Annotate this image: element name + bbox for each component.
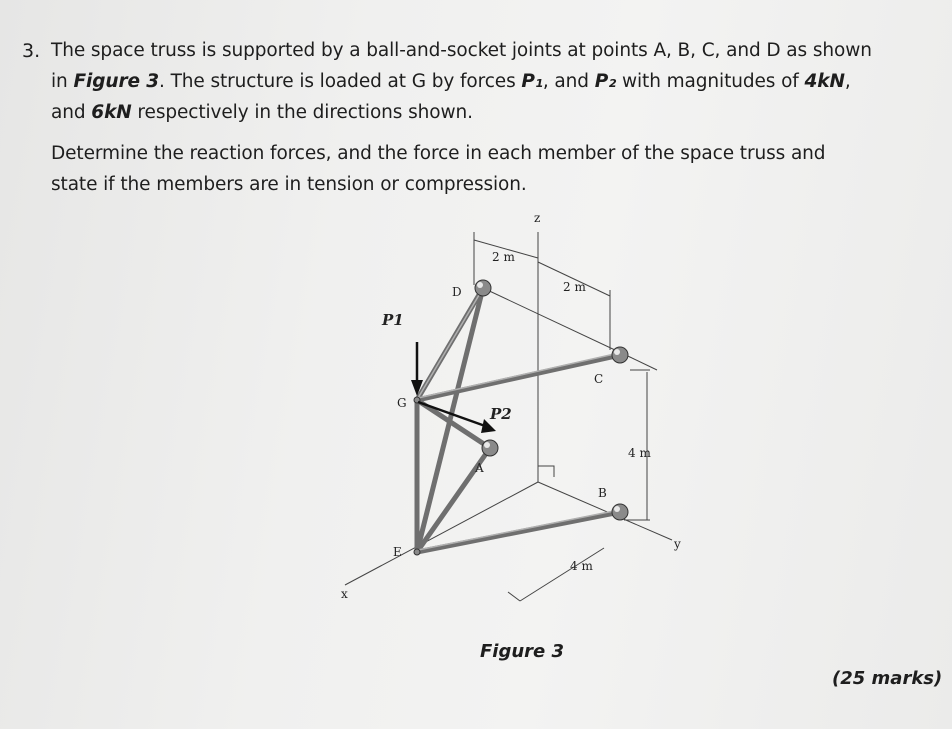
support-c <box>612 347 628 363</box>
question-text: , <box>844 71 851 92</box>
point-d-label: D <box>452 285 462 299</box>
support-shine <box>477 282 483 288</box>
question-text: state if the members are in tension or compression. <box>51 174 527 195</box>
question-text: with magnitudes of <box>616 71 805 92</box>
question-text: . The structure is loaded at G by forces <box>159 71 522 92</box>
joint-e <box>414 549 420 555</box>
question-text: , and <box>542 71 595 92</box>
figure-reference: Figure 3 <box>73 71 160 92</box>
dimension-label-height: 4 m <box>628 446 651 460</box>
figure-caption: Figure 3 <box>480 641 565 662</box>
question-text: in <box>51 71 74 92</box>
support-shine <box>614 349 620 355</box>
force-p2-label: P₂ <box>594 71 617 92</box>
magnitude-p1: 4kN <box>804 71 845 92</box>
dimension-line-bottom <box>520 548 604 601</box>
right-angle-mark <box>538 466 554 477</box>
member-gc <box>417 355 620 400</box>
y-axis-label: y <box>674 537 681 551</box>
support-shine <box>484 442 490 448</box>
point-a-label: A <box>475 461 484 475</box>
x-axis-label: x <box>341 587 348 601</box>
support-d <box>475 280 491 296</box>
force-p1-label: P₁ <box>521 71 543 92</box>
dimension-label-bottom: 4 m <box>570 559 593 573</box>
member-highlight <box>418 290 482 398</box>
support-a <box>482 440 498 456</box>
question-number: 3. <box>22 40 41 62</box>
question-text: The space truss is supported by a ball-and-socket joints at points A, B, C, and D as shown <box>51 40 872 61</box>
point-c-label: C <box>594 372 604 386</box>
magnitude-p2: 6kN <box>91 102 132 123</box>
support-b <box>612 504 628 520</box>
load-p2-label: P2 <box>490 405 512 423</box>
point-b-label: B <box>598 486 607 500</box>
dimension-label-top-right: 2 m <box>563 280 586 294</box>
dimension-extension <box>508 592 520 601</box>
point-e-label: E <box>393 545 402 559</box>
marks-label: (25 marks) <box>832 668 943 689</box>
construction-line <box>632 358 657 370</box>
question-text: respectively in the directions shown. <box>131 102 473 123</box>
question-text: and <box>51 102 92 123</box>
question-text: Determine the reaction forces, and the force in each member of the space truss and <box>51 143 826 164</box>
member-eb <box>417 512 620 552</box>
dimension-label-top-left: 2 m <box>492 250 515 264</box>
support-shine <box>614 506 620 512</box>
z-axis-label: z <box>534 211 541 225</box>
load-p1-label: P1 <box>382 311 404 329</box>
point-g-label: G <box>397 396 407 410</box>
force-p1-arrow <box>411 342 423 396</box>
member-highlight <box>418 353 619 398</box>
